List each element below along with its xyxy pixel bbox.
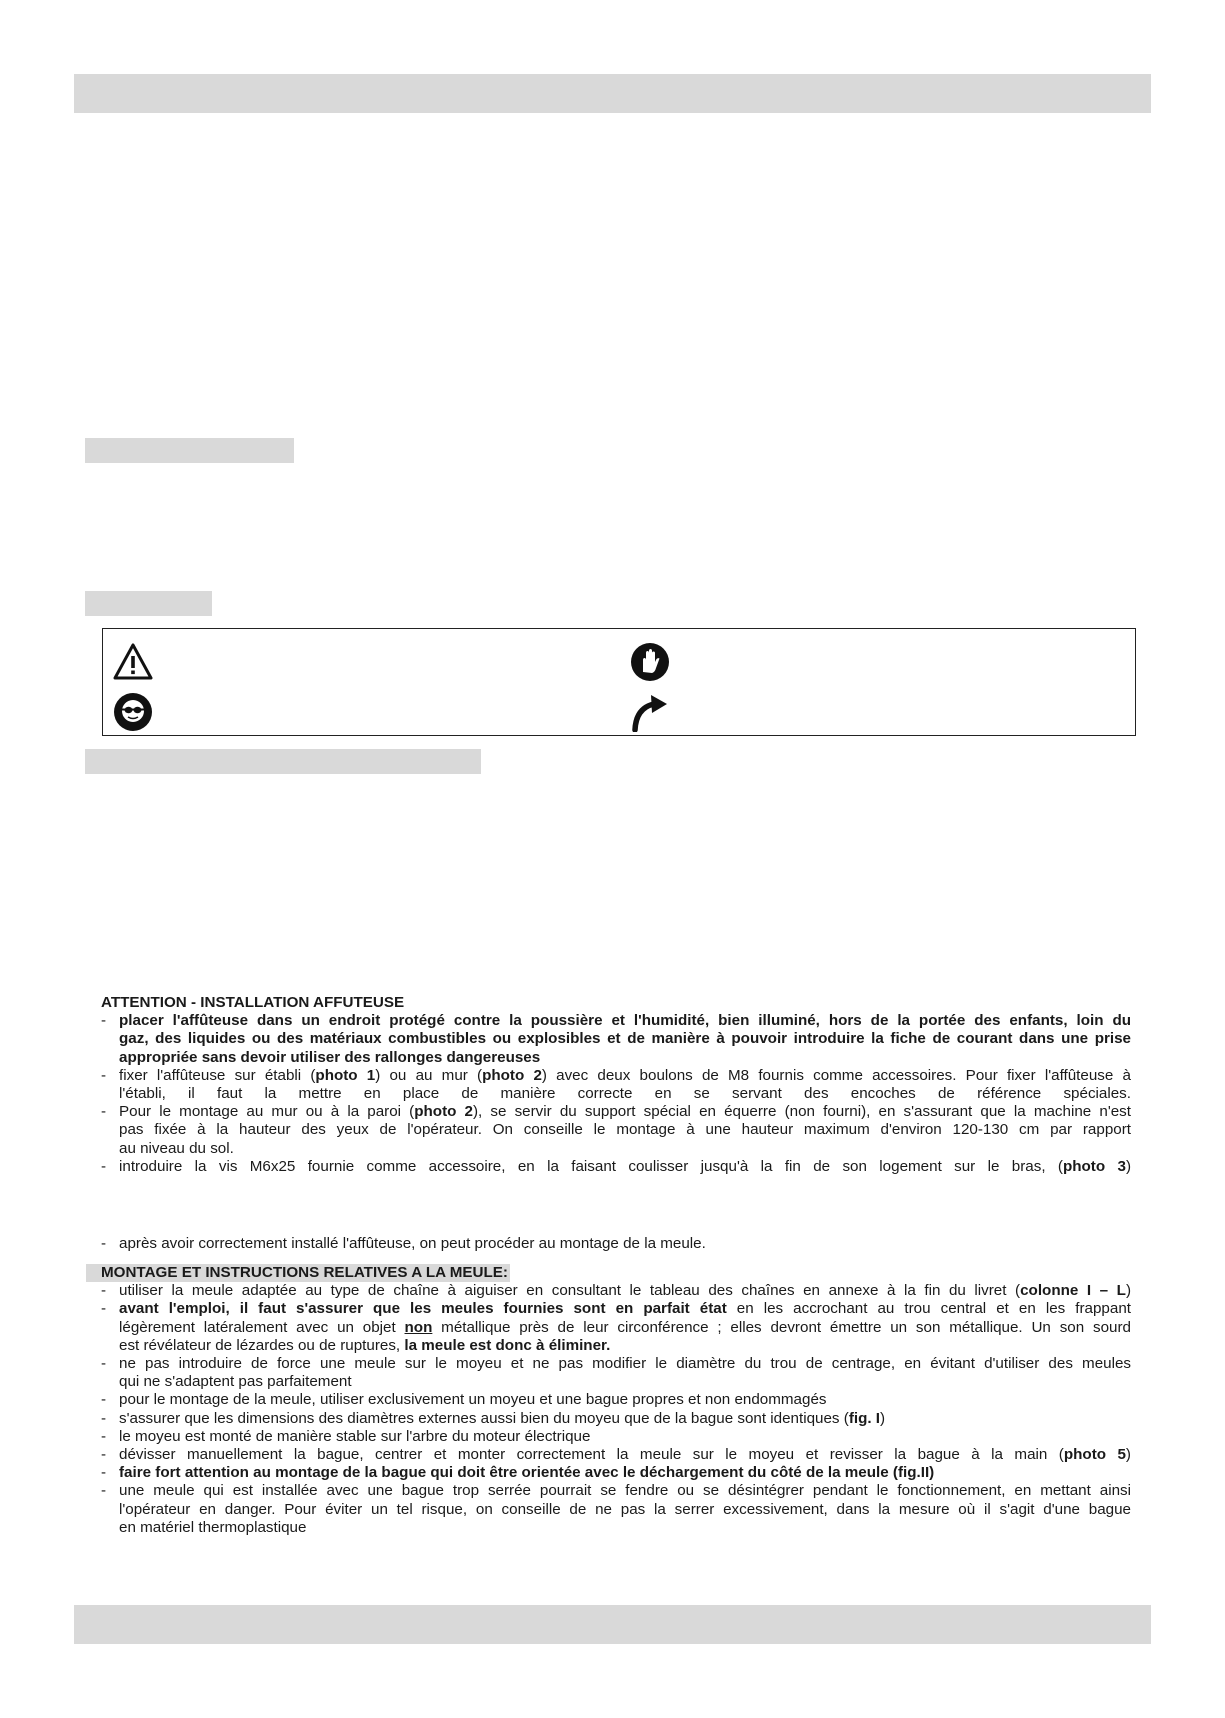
meule-section <box>101 1264 1131 1537</box>
meule-item-7 <box>101 1446 1131 1464</box>
attention-bullet-4 <box>101 1158 1131 1176</box>
attention-heading: ATTENTION - INSTALLATION AFFUTEUSE <box>101 994 405 1011</box>
bullet-dash: - <box>101 1157 107 1175</box>
bullet-dash: - <box>101 1427 107 1445</box>
meule-item-4 <box>101 1391 1131 1409</box>
bullet-text: dévisser manuellement la bague, centrer et monter correctement la meule sur le moyeu et revisser la bague à la main ( <box>119 1446 1064 1464</box>
bullet-text: en les accrochant au trou central et en les frappant <box>726 1300 1131 1318</box>
meule-heading: MONTAGE ET INSTRUCTIONS RELATIVES A LA MEULE: <box>86 1264 510 1282</box>
bullet-dash: - <box>101 1066 107 1084</box>
fig-ref: fig. I <box>848 1409 881 1427</box>
bullet-text: ) <box>1125 1446 1131 1464</box>
bullet-dash: - <box>101 1446 107 1464</box>
bullet-dash: - <box>101 1235 107 1252</box>
photo-ref: photo 5 <box>1063 1446 1126 1464</box>
meule-item-8 <box>101 1464 1131 1482</box>
section-band-1 <box>85 438 294 463</box>
warning-triangle-icon <box>113 642 153 682</box>
bullet-text: s'assurer que les dimensions des diamètres externes aussi bien du moyeu que de la bague sont identiques ( <box>119 1409 849 1427</box>
meule-item-6 <box>101 1428 1131 1446</box>
bullet-text-bold: faire fort attention au montage de la bague qui doit être orientée avec le déchargement du côté de la meule (fig.II) <box>119 1464 935 1482</box>
bullet-text: l'opérateur en danger. Pour éviter un tel risque, on conseille de ne pas la serrer excessivement, dans la mesure où il s'agit d'une bague <box>119 1500 1131 1518</box>
bullet-text: en matériel thermoplastique <box>119 1518 307 1536</box>
bullet-text: l'établi, il faut la mettre en place de manière correcte en se servant des encoches de référence spéciales. <box>119 1085 1131 1103</box>
meule-item-3 <box>101 1355 1131 1391</box>
bullet-text: ne pas introduire de force une meule sur le moyeu et ne pas modifier le diamètre du trou de centrage, en évitant d'utiliser des meules <box>119 1355 1131 1373</box>
bullet-text: ) ou au mur ( <box>375 1066 483 1084</box>
bullet-text: gaz, des liquides ou des matériaux combustibles ou explosibles et de manière à pouvoir introduire la fiche de courant dans une prise <box>119 1030 1131 1048</box>
photo-ref: photo 3 <box>1062 1157 1126 1175</box>
bullet-text: pour le montage de la meule, utiliser exclusivement un moyeu et une bague propres et non endommagés <box>119 1391 827 1409</box>
bullet-text: placer l'affûteuse dans un endroit protégé contre la poussière et l'humidité, bien illuminé, hors de la portée des enfants, loin du <box>119 1012 1131 1030</box>
bullet-dash: - <box>101 1464 107 1482</box>
attention-section <box>101 994 1131 1176</box>
bullet-dash: - <box>101 1300 107 1318</box>
attention-bullet-1 <box>101 1012 1131 1067</box>
column-ref: colonne I – L <box>1020 1282 1126 1300</box>
non-underlined: non <box>404 1318 433 1336</box>
meule-item-1 <box>101 1282 1131 1300</box>
bullet-text: ), se servir du support spécial en équerre (non fourni), en s'assurant que la machine n'est <box>473 1103 1131 1121</box>
meule-item-5 <box>101 1410 1131 1428</box>
bullet-text: une meule qui est installée avec une bague trop serrée pourrait se fendre ou se désintégrer pendant le fonctionnement, en mettant ainsi <box>119 1482 1131 1500</box>
bullet-text: utiliser la meule adaptée au type de chaîne à aiguiser en consultant le tableau des chaînes en annexe à la fin du livret ( <box>119 1282 1021 1300</box>
meule-item-2 <box>101 1300 1131 1355</box>
bullet-dash: - <box>101 1355 107 1373</box>
bullet-text-bold: la meule est donc à éliminer. <box>404 1336 611 1354</box>
bullet-text: après avoir correctement installé l'affûteuse, on peut procéder au montage de la meule. <box>119 1235 706 1252</box>
goggles-mandatory-icon <box>113 692 153 732</box>
bullet-text: pas fixée à la hauteur des yeux de l'opérateur. On conseille le montage à une hauteur maximum d'environ 120-130 cm par rapport <box>119 1121 1131 1139</box>
section-band-3 <box>85 749 481 774</box>
photo-ref: photo 2 <box>482 1066 542 1084</box>
meule-item-9 <box>101 1482 1131 1537</box>
bullet-text: introduire la vis M6x25 fournie comme accessoire, en la faisant coulisser jusqu'à la fin de son logement sur le bras, ( <box>119 1157 1063 1175</box>
safety-symbols-box <box>102 628 1136 736</box>
attention-bullet-2 <box>101 1067 1131 1103</box>
header-band <box>74 74 1151 113</box>
attention-bullet-5 <box>101 1235 1131 1253</box>
bullet-text: qui ne s'adaptent pas parfaitement <box>119 1373 352 1391</box>
attention-bullet-3 <box>101 1103 1131 1158</box>
bullet-text: ) avec deux boulons de M8 fournis comme accessoires. Pour fixer l'affûteuse à <box>541 1066 1131 1084</box>
bullet-dash: - <box>101 1391 107 1409</box>
bullet-text: le moyeu est monté de manière stable sur l'arbre du moteur électrique <box>119 1427 591 1445</box>
bullet-dash: - <box>101 1103 107 1121</box>
photo-ref: photo 2 <box>414 1103 473 1121</box>
bullet-text: ) <box>1125 1282 1132 1300</box>
bullet-text: Pour le montage au mur ou à la paroi ( <box>119 1103 415 1121</box>
bullet-text: est révélateur de lézardes ou de ruptures, <box>119 1336 405 1354</box>
bullet-dash: - <box>101 1482 107 1500</box>
bullet-dash: - <box>101 1409 107 1427</box>
bullet-dash: - <box>101 1282 107 1300</box>
bullet-text: fixer l'affûteuse sur établi ( <box>119 1066 316 1084</box>
rotation-arrow-icon <box>630 692 670 732</box>
bullet-text-bold: avant l'emploi, il faut s'assurer que les meules fournies sont en parfait état <box>119 1300 727 1318</box>
bullet-text: légèrement latéralement avec un objet <box>119 1318 405 1336</box>
bullet-text: métallique près de leur circonférence ; elles devront émettre un son métallique. Un son sourd <box>432 1318 1131 1336</box>
photo-ref: photo 1 <box>315 1066 376 1084</box>
bullet-dash: - <box>101 1012 107 1030</box>
bullet-text: ) <box>1125 1157 1131 1175</box>
bullet-text: ) <box>880 1409 886 1427</box>
bullet-text: appropriée sans devoir utiliser des rallonges dangereuses <box>119 1048 541 1066</box>
section-band-2 <box>85 591 212 616</box>
bullet-text: au niveau du sol. <box>119 1139 234 1157</box>
footer-band <box>74 1605 1151 1644</box>
gloves-mandatory-icon <box>630 642 670 682</box>
